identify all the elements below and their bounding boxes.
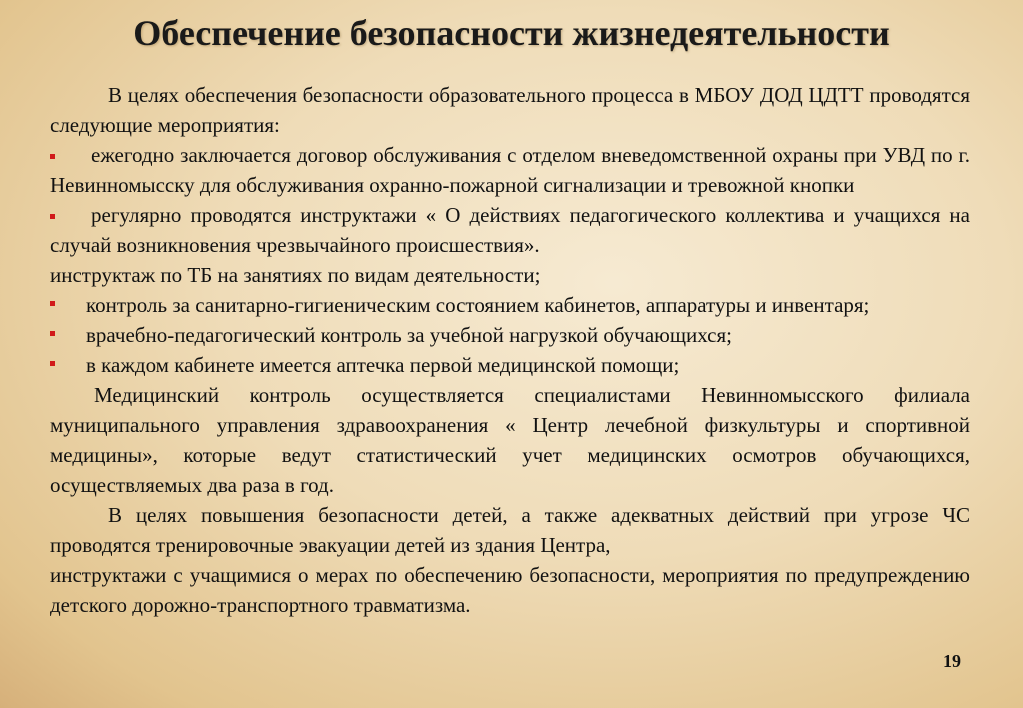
list-item	[50, 320, 970, 350]
slide-body	[50, 80, 970, 620]
list-item	[50, 290, 970, 320]
list-item	[50, 350, 970, 380]
bullet-icon	[50, 154, 55, 159]
safety-paragraph: В целях повышения безопасности детей, а также адекватных действий при угрозе ЧС проводятся тренировочные эвакуации детей из здания Центра,	[50, 503, 970, 557]
bullet-icon	[50, 301, 55, 306]
bullet-icon	[50, 214, 55, 219]
page-number: 19	[943, 651, 961, 671]
plain-line: инструктаж по ТБ на занятиях по видам деятельности;	[50, 263, 541, 287]
bullet-icon	[50, 361, 55, 366]
list-item	[50, 140, 970, 200]
list-item	[50, 200, 970, 260]
list-item-text: ежегодно заключается договор обслуживания с отделом вневедомственной охраны при УВД по г. Невинномысску для обслуживания охранно-пожарной сигнализации и тревожной кнопки	[50, 143, 970, 197]
bullet-icon	[50, 331, 55, 336]
slide-title: Обеспечение безопасности жизнедеятельности	[133, 13, 890, 53]
intro-paragraph: В целях обеспечения безопасности образовательного процесса в МБОУ ДОД ЦДТТ проводятся следующие мероприятия:	[50, 83, 970, 137]
list-item-text: регулярно проводятся инструктажи « О действиях педагогического коллектива и учащихся на случай возникновения чрезвычайного происшествия».	[50, 203, 970, 257]
list-item-text: врачебно-педагогический контроль за учебной нагрузкой обучающихся;	[86, 323, 732, 347]
list-item-text: в каждом кабинете имеется аптечка первой медицинской помощи;	[86, 353, 680, 377]
medical-paragraph: Медицинский контроль осуществляется специалистами Невинномысского филиала муниципального управления здравоохранения « Центр лечебной физкультуры и спортивной медицины», которые ведут статистический учет медицинских осмотров обучающихся, осуществляемых два раза в год.	[50, 383, 970, 497]
closing-paragraph: инструктажи с учащимися о мерах по обеспечению безопасности, мероприятия по предупреждению детского дорожно-транспортного травматизма.	[50, 563, 970, 617]
list-item-text: контроль за санитарно-гигиеническим состоянием кабинетов, аппаратуры и инвентаря;	[86, 293, 870, 317]
